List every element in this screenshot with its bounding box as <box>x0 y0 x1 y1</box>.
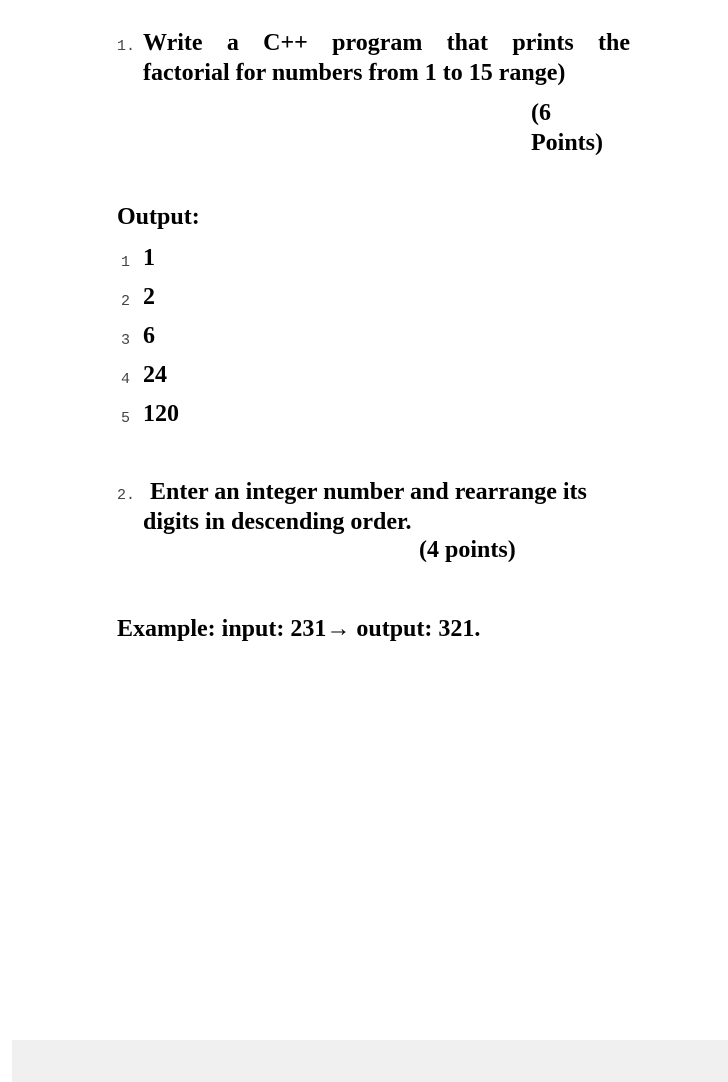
output-title: Output: <box>117 204 200 230</box>
output-line-number: 5 <box>121 410 131 427</box>
question-1-line-1: Write a C++ program that prints the <box>143 30 630 56</box>
output-line-number: 1 <box>121 254 131 271</box>
footer-bar <box>12 1040 728 1082</box>
output-line-value: 2 <box>143 284 155 310</box>
question-2-number: 2. <box>117 487 136 504</box>
question-1-points: (6 Points) <box>531 100 603 156</box>
output-line-value: 120 <box>143 401 179 427</box>
output-line-number: 3 <box>121 332 131 349</box>
example-text: Example: input: 231→ output: 321. <box>117 616 481 642</box>
output-line-value: 6 <box>143 323 155 349</box>
question-2-line-1: Enter an integer number and rearrange its <box>150 479 587 505</box>
output-line-value: 1 <box>143 245 155 271</box>
question-1-number: 1. <box>117 38 136 55</box>
question-2-points: (4 points) <box>419 537 516 563</box>
output-line-number: 4 <box>121 371 131 388</box>
question-2-line-2: digits in descending order. <box>143 509 412 535</box>
output-line-number: 2 <box>121 293 131 310</box>
question-1-line-2: factorial for numbers from 1 to 15 range) <box>143 60 566 86</box>
output-line-value: 24 <box>143 362 167 388</box>
